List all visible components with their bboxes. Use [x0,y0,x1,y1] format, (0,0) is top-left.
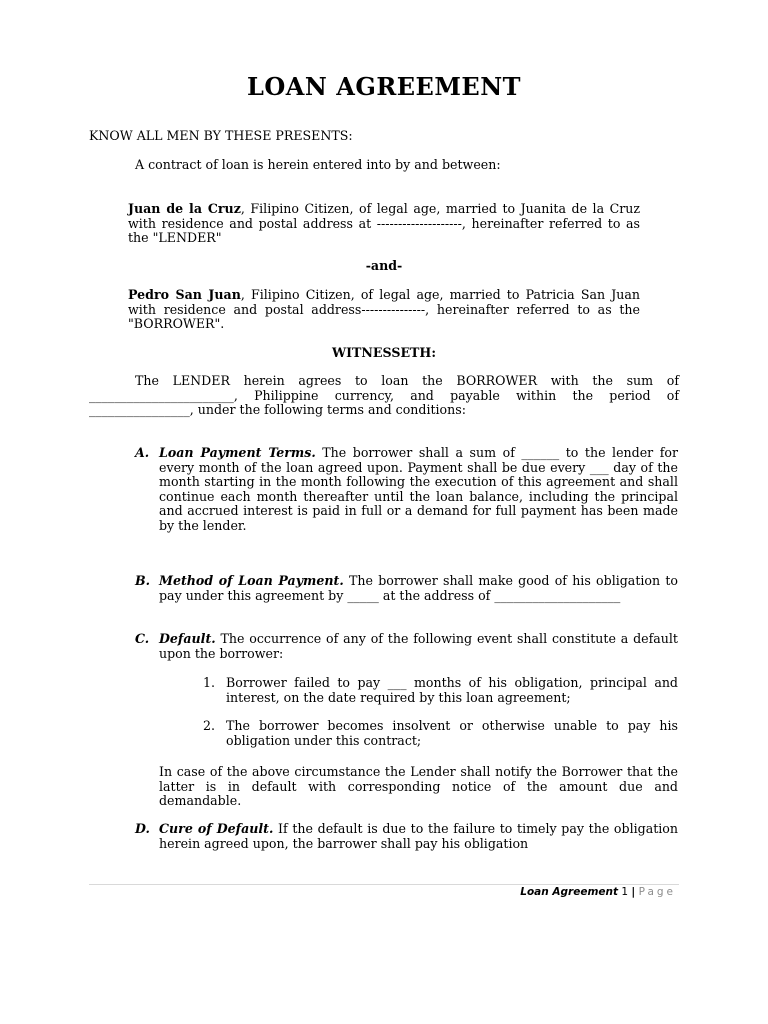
default-event-2: The borrower becomes insolvent or otherwise unable to pay his obligation under this contract; [226,718,678,748]
term-d-heading: Cure of Default. [159,821,274,836]
term-a-text: The borrower shall a sum of ______ to the lender for every month of the loan agreed upon. Payment shall be due every ___ day of the month starting in the month following the execution of this agreement and shall continue each month thereafter until the loan balance, including the principal and accrued interest is paid in full or a demand for full payment has been made by the lender. [159,445,678,533]
term-b-heading: Method of Loan Payment. [159,573,344,588]
term-c-marker: C. [135,631,150,646]
intro-paragraph: A contract of loan is herein entered into by and between: [135,157,501,172]
lender-details: , Filipino Citizen, of legal age, married to Juanita de la Cruz with residence and postal address at --------------------, hereinafter referred to as the "LENDER" [128,201,640,246]
term-b-marker: B. [135,573,151,588]
term-c-heading: Default. [159,631,216,646]
and-separator: -and- [365,258,403,273]
term-c-text: The occurrence of any of the following event shall constitute a default upon the borrower: [159,631,678,661]
default-event-2-number: 2. [203,718,216,733]
term-b-paragraph [159,574,678,603]
term-c-paragraph [159,632,678,661]
default-event-1: Borrower failed to pay ___ months of his obligation, principal and interest, on the date required by this loan agreement; [226,675,678,705]
lender-name: Juan de la Cruz [128,201,241,216]
page-footer [520,886,676,898]
document-title: LOAN AGREEMENT [247,72,521,101]
term-d-marker: D. [135,821,150,836]
term-a-paragraph [159,446,678,534]
term-b-text: The borrower shall make good of his obligation to pay under this agreement by _____ at the address of ____________________ [159,573,678,603]
term-a-heading: Loan Payment Terms. [159,445,316,460]
opening-line: KNOW ALL MEN BY THESE PRESENTS: [89,128,353,143]
agreement-intro-paragraph: The LENDER herein agrees to loan the BORROWER with the sum of _______________________, Philippine currency, and payable within the period of ________________, under the following terms and conditions: [89,373,679,418]
borrower-name: Pedro San Juan [128,287,241,302]
footer-divider [89,884,679,885]
footer-label: Loan Agreement [520,886,619,898]
witnesseth-heading: WITNESSETH: [332,345,436,360]
default-notice-paragraph: In case of the above circumstance the Lender shall notify the Borrower that the latter is in default with corresponding notice of the amount due and demandable. [159,764,678,809]
term-d-text: If the default is due to the failure to timely pay the obligation herein agreed upon, the barrower shall pay his obligation [159,821,678,851]
default-event-1-number: 1. [203,675,216,690]
footer-page-number: 1 [621,886,629,898]
borrower-paragraph [128,288,640,332]
borrower-details: , Filipino Citizen, of legal age, married to Patricia San Juan with residence and postal address---------------, hereinafter referred to as the "BORROWER". [128,287,640,332]
footer-page-word: Page [638,886,676,898]
term-d-paragraph [159,822,678,851]
term-a-marker: A. [135,445,150,460]
lender-paragraph [128,202,640,246]
footer-separator: | [631,886,636,898]
